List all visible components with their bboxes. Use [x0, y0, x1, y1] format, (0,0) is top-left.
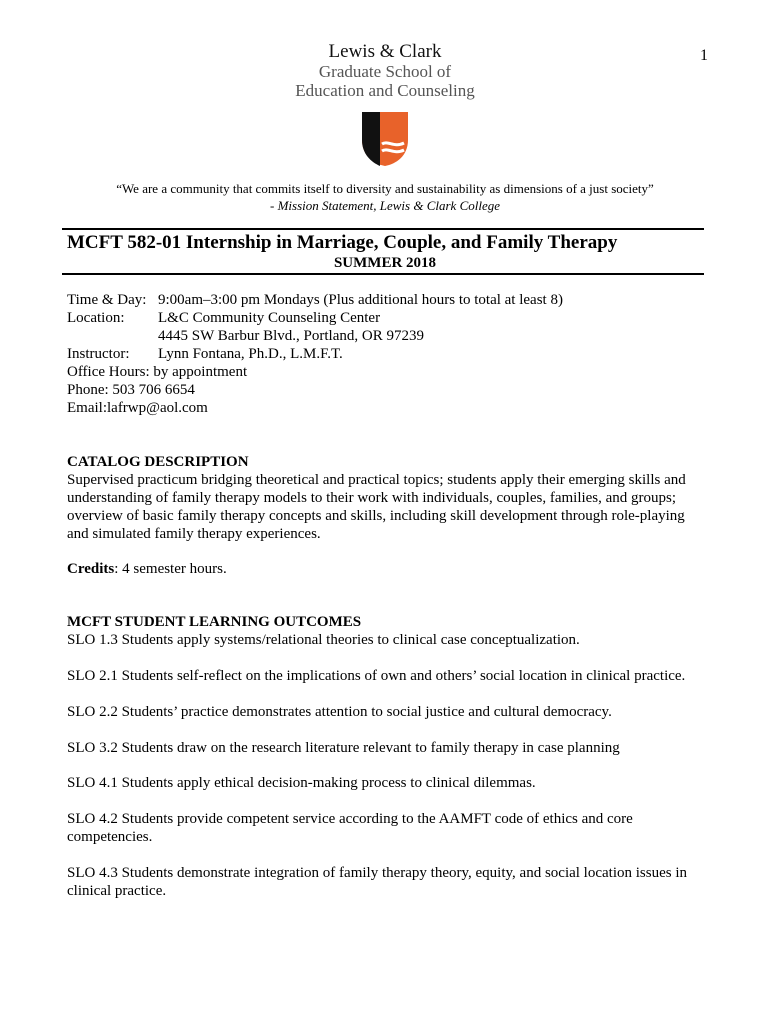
info-row-office-hours [67, 363, 563, 381]
credits-label: Credits [67, 561, 115, 577]
slo-item: SLO 2.1 Students self-reflect on the implications of own and others’ social location in clinical practice. [67, 668, 686, 684]
catalog-line: Supervised practicum bridging theoretical and practical topics; students apply their emerging skills and [67, 472, 686, 488]
institution-header [0, 42, 770, 168]
info-row-location [67, 309, 563, 327]
catalog-line: overview of basic family therapy concepts and skills, including skill development through role-playing [67, 508, 685, 524]
catalog-description [67, 453, 707, 543]
mission-statement [0, 180, 770, 214]
mission-attribution: - Mission Statement, Lewis & Clark College [269, 198, 500, 213]
catalog-line: understanding of family therapy models to their work with individuals, couples, families, and groups; [67, 490, 677, 506]
slo-item: SLO 3.2 Students draw on the research literature relevant to family therapy in case planning [67, 740, 620, 756]
catalog-heading: CATALOG DESCRIPTION [67, 454, 249, 470]
office-hours-value: by appointment [153, 364, 248, 380]
mission-quote: “We are a community that commits itself to diversity and sustainability as dimensions of a just society” [116, 181, 654, 196]
instructor-label: Instructor: [67, 346, 130, 362]
info-row-address [67, 327, 563, 345]
office-hours-label: Office Hours: [67, 364, 150, 380]
location-value: L&C Community Counseling Center [158, 310, 381, 326]
course-title: MCFT 582-01 Internship in Marriage, Couple, and Family Therapy [67, 232, 618, 253]
title-top-rule [62, 228, 704, 230]
credits-value: : 4 semester hours. [114, 561, 227, 577]
institution-department: Education and Counseling [295, 81, 475, 100]
info-row-instructor [67, 345, 563, 363]
institution-school: Graduate School of [318, 62, 452, 81]
course-info [67, 291, 563, 417]
info-row-time [67, 291, 563, 309]
email: Email:lafrwp@aol.com [67, 400, 208, 416]
course-term: SUMMER 2018 [333, 255, 437, 271]
slo-item: SLO 4.1 Students apply ethical decision-making process to clinical dilemmas. [67, 775, 536, 791]
location-label: Location: [67, 310, 125, 326]
slo-item: SLO 4.3 Students demonstrate integration of family therapy theory, equity, and social location issues in clinical practice. [67, 865, 688, 899]
phone: Phone: 503 706 6654 [67, 382, 195, 398]
institution-name: Lewis & Clark [328, 41, 442, 62]
outcomes-heading: MCFT STUDENT LEARNING OUTCOMES [67, 614, 362, 630]
slo-item: SLO 2.2 Students’ practice demonstrates attention to social justice and cultural democracy. [67, 704, 612, 720]
page-number: 1 [700, 47, 708, 64]
time-label: Time & Day: [67, 292, 147, 308]
time-value: 9:00am–3:00 pm Mondays (Plus additional hours to total at least 8) [158, 292, 563, 308]
slo-item: SLO 4.2 Students provide competent service according to the AAMFT code of ethics and core competencies. [67, 811, 633, 845]
instructor-value: Lynn Fontana, Ph.D., L.M.F.T. [158, 346, 343, 362]
location-address: 4445 SW Barbur Blvd., Portland, OR 97239 [158, 328, 424, 344]
slo-item: SLO 1.3 Students apply systems/relational theories to clinical case conceptualization. [67, 632, 580, 648]
title-bottom-rule [62, 273, 704, 275]
catalog-line: and simulated family therapy experiences. [67, 526, 321, 542]
shield-logo-icon [360, 110, 410, 168]
credits [67, 560, 707, 578]
